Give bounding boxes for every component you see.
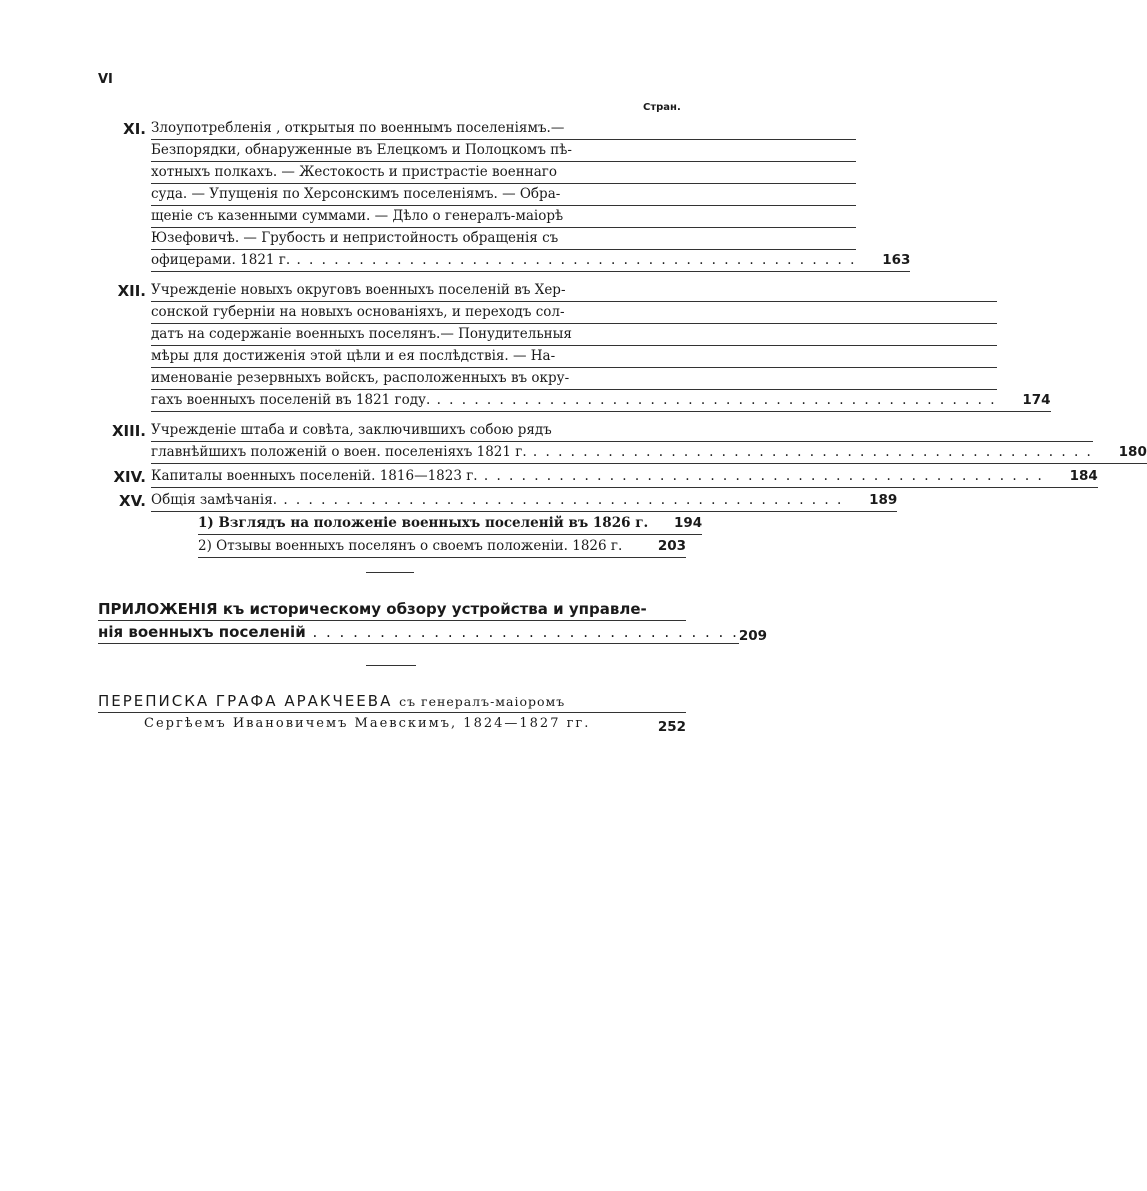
title-line: Учрежденіе новыхъ округовъ военныхъ поселеній въ Хер-: [151, 280, 997, 302]
toc-entry-xv[interactable]: [96, 490, 898, 512]
title-line: 2) Отзывы военныхъ поселянъ о своемъ положеніи. 1826 г.: [198, 536, 632, 558]
chapter-number: XV.: [119, 492, 146, 510]
title-line: Юзефовичѣ. — Грубость и непристойность обращенія съ: [151, 228, 856, 250]
page-ref: 203: [632, 536, 686, 558]
page-ref: 194: [648, 513, 702, 535]
title-line: именованіе резервныхъ войскъ, расположенныхъ въ окру-: [151, 368, 997, 390]
section-divider: [366, 665, 416, 666]
page-ref: 189: [843, 490, 897, 512]
chapter-title: [151, 466, 1044, 488]
chapter-title: [151, 118, 856, 272]
correspondence-title-tail: съ генералъ-маіоромъ: [399, 694, 566, 709]
appendix-title-line2: нія военныхъ поселеній . . .: [98, 621, 739, 644]
appendix-title-line1: ПРИЛОЖЕНІЯ къ историческому обзору устройства и управле-: [98, 598, 686, 621]
chapter-title: [151, 280, 997, 412]
toc-entry-xiii[interactable]: [96, 420, 1147, 464]
toc-subentry-2[interactable]: [96, 536, 686, 558]
page-ref: 252: [657, 719, 686, 735]
page-ref: 174: [997, 390, 1051, 412]
table-of-contents: [96, 118, 1147, 558]
page-number: VI: [98, 72, 113, 87]
title-line: Безпорядки, обнаруженные въ Елецкомъ и Полоцкомъ пѣ-: [151, 140, 856, 162]
title-line: Учрежденіе штаба и совѣта, заключившихъ собою рядъ: [151, 420, 1093, 442]
toc-entry-xi[interactable]: [96, 118, 911, 272]
title-line: Общія замѣчанія. . . .: [151, 490, 843, 512]
title-line: хотныхъ полкахъ. — Жестокость и пристрастіе военнаго: [151, 162, 856, 184]
toc-subentry-1[interactable]: [96, 513, 703, 535]
title-line: Капиталы военныхъ поселеній. 1816—1823 г. . . .: [151, 466, 1044, 488]
title-line: Злоупотребленія , открытыя по военнымъ поселеніямъ.—: [151, 118, 856, 140]
toc-entry-xiv[interactable]: [96, 466, 1098, 488]
title-line: суда. — Упущенія по Херсонскимъ поселеніямъ. — Обра-: [151, 184, 856, 206]
underline: [98, 712, 686, 713]
correspondence-title-line1: [98, 690, 686, 713]
appendix-entry[interactable]: [98, 598, 768, 644]
title-line: офицерами. 1821 г. . . .: [151, 250, 856, 272]
title-line: щеніе съ казенными суммами. — Дѣло о генералъ-маiорѣ: [151, 206, 856, 228]
correspondence-title: ПЕРЕПИСКА ГРАФА АРАКЧЕЕВА: [98, 692, 393, 710]
chapter-number: XIV.: [113, 468, 146, 486]
page-ref: 163: [856, 250, 910, 272]
title-line: 1) Взглядъ на положеніе военныхъ поселеній въ 1826 г.: [198, 513, 648, 535]
chapter-title: [151, 420, 1093, 464]
correspondence-title-line2: Сергѣемъ Ивановичемъ Маевскимъ, 1824—1827 гг.: [144, 716, 591, 731]
chapter-number: XI.: [123, 120, 146, 138]
page-ref: 209: [738, 628, 768, 644]
chapter-title: [151, 490, 843, 512]
chapter-number: XIII.: [111, 422, 146, 440]
title-line: датъ на содержаніе военныхъ поселянъ.— Понудительныя: [151, 324, 997, 346]
title-line: мѣры для достиженія этой цѣли и ея послѣдствія. — На-: [151, 346, 997, 368]
title-line: сонской губерніи на новыхъ основаніяхъ, и переходъ сол-: [151, 302, 997, 324]
section-divider: [366, 572, 414, 573]
title-line: главнѣйшихъ положеній о воен. поселеніяхъ 1821 г. . . .: [151, 442, 1093, 464]
page-ref: 180: [1093, 442, 1147, 464]
subentry-title: [151, 536, 632, 558]
toc-entry-xii[interactable]: [96, 280, 1051, 412]
chapter-number: XII.: [117, 282, 146, 300]
subentry-title: [151, 513, 648, 535]
page-ref: 184: [1044, 466, 1098, 488]
title-line: гахъ военныхъ поселеній въ 1821 году. . . .: [151, 390, 997, 412]
column-head-pages: Стран.: [643, 102, 681, 113]
